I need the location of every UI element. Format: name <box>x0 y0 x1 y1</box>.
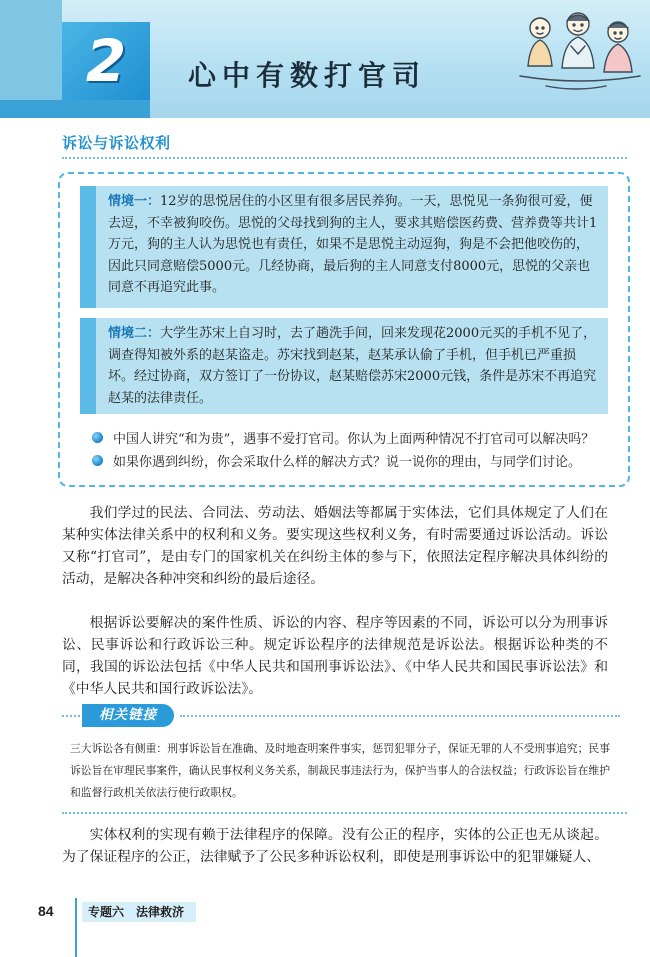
scenario-box <box>80 318 608 414</box>
body-paragraph: 我们学过的民法、合同法、劳动法、婚姻法等都属于实体法，它们具体规定了人们在某种实体法律关系中的权利和义务。要实现这些权利义务，有时需要通过诉讼活动。诉讼又称“打官司”，是由专门的国家机关在纠纷主体的参与下，依照法定程序解决具体纠纷的活动，是解决各种冲突和纠纷的最后途径。 <box>62 505 608 587</box>
cartoon-people-illustration <box>516 6 644 98</box>
scenario-text: 12岁的思悦居住的小区里有很多居民养狗。一天，思悦见一条狗很可爱，便去逗，不幸被狗咬伤。思悦的父母找到狗的主人，要求其赔偿医药费、营养费等共计1万元，狗的主人认为思悦也有责任，如果不是思悦主动逗狗，狗是不会把他咬伤的，因此只同意赔偿5000元。几经协商，最后狗的主人同意支付8000元，思悦的父亲也同意不再追究此事。 <box>108 194 598 295</box>
question-text: 如果你遇到纠纷，你会采取什么样的解决方式？说一说你的理由，与同学们讨论。 <box>113 455 582 470</box>
chapter-number: 2 <box>85 27 127 95</box>
page-number: 84 <box>38 903 54 919</box>
bullet-dot-icon <box>92 432 103 443</box>
lesson-title: 心中有数打官司 <box>188 59 427 92</box>
unit-label: 专题六 法律救济 <box>82 902 196 922</box>
related-links-text: 三大诉讼各有侧重：刑事诉讼旨在准确、及时地查明案件事实，惩罚犯罪分子，保证无罪的人不受刑事追究；民事诉讼旨在审理民事案件，确认民事权利义务关系，制裁民事违法行为，保护当事人的合法权益；行政诉讼旨在维护和监督行政机关依法行使行政职权。 <box>70 742 610 799</box>
scenario-label: 情境二： <box>108 326 161 341</box>
dotted-divider <box>180 715 620 717</box>
dotted-divider <box>62 812 627 814</box>
dotted-divider <box>62 715 84 717</box>
discussion-question <box>92 428 594 447</box>
section-heading: 诉讼与诉讼权利 <box>62 134 171 152</box>
scenario-text: 大学生苏宋上自习时，去了趟洗手间，回来发现花2000元买的手机不见了，调查得知被外系的赵某盗走。苏宋找到赵某，赵某承认偷了手机，但手机已严重损坏。经过协商，双方签订了一份协议，赵某赔偿苏宋2000元钱，条件是苏宋不再追究赵某的法律责任。 <box>108 326 597 406</box>
question-text: 中国人讲究“和为贵”，遇事不爱打官司。你认为上面两种情况不打官司可以解决吗？ <box>113 432 595 447</box>
body-paragraph: 根据诉讼要解决的案件性质、诉讼的内容、程序等因素的不同，诉讼可以分为刑事诉讼、民事诉讼和行政诉讼三种。规定诉讼程序的法律规范是诉讼法。根据诉讼种类的不同，我国的诉讼法包括《中华人民共和国刑事诉讼法》、《中华人民共和国民事诉讼法》和《中华人民共和国行政诉讼法》。 <box>62 615 608 697</box>
bullet-dot-icon <box>92 455 103 466</box>
footer-rule <box>75 898 77 957</box>
dotted-divider <box>62 157 627 159</box>
header-gutter-bar <box>0 100 150 118</box>
related-links-tag: 相关链接 <box>82 704 174 727</box>
scenario-box <box>80 186 608 308</box>
body-paragraph: 实体权利的实现有赖于法律程序的保障。没有公正的程序，实体的公正也无从谈起。为了保证程序的公正，法律赋予了公民多种诉讼权利，即使是刑事诉讼中的犯罪嫌疑人、 <box>62 827 608 865</box>
scenario-label: 情境一： <box>108 194 161 209</box>
discussion-question <box>92 451 581 470</box>
